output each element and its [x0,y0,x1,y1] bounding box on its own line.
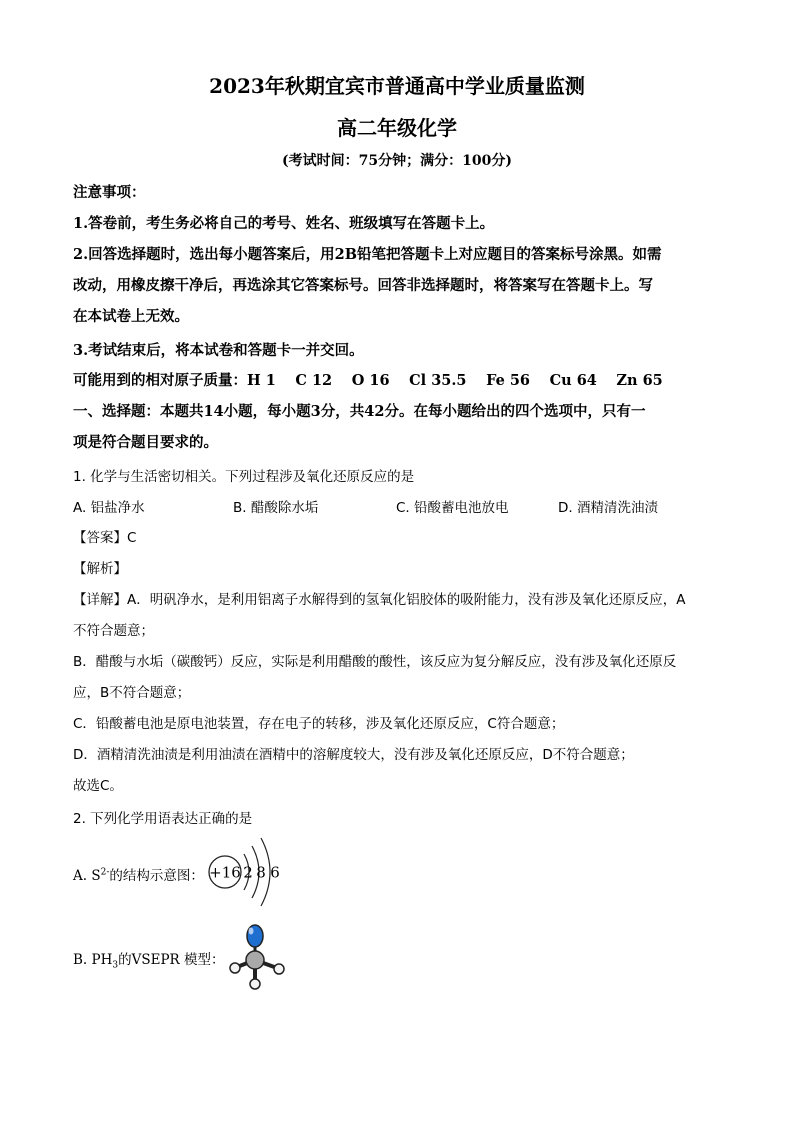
detail-a-line-1 [73,588,685,608]
phosphorus-atom [246,951,264,969]
section-1-heading-line-1: 一、选择题：本题共14小题，每小题3分，共42分。在每小题给出的四个选项中，只有一 [73,403,646,420]
question-2-option-b-label [73,948,225,971]
shell-2-electrons: 8 [256,863,266,882]
conclusion-line: 故选C。 [73,778,123,794]
question-1-option-c: C. 铅酸蓄电池放电 [396,500,509,516]
option-b-subscript: 3 [112,960,119,971]
answer-tag: 【答案】 [73,530,127,546]
analysis-tag: 【解析】 [73,561,127,577]
notice-item-2-line-2: 改动，用橡皮擦干净后，再选涂其它答案标号。回答非选择题时，将答案写在答题卡上。写 [73,277,653,294]
detail-tag: 【详解】 [73,592,127,608]
exam-subtitle: 高二年级化学 [337,116,457,140]
hydrogen-atom-left [230,963,240,973]
detail-a-line-2: 不符合题意； [73,623,154,639]
notice-item-2-line-3: 在本试卷上无效。 [73,308,189,325]
question-1-option-d: D. 酒精清洗油渍 [558,500,658,516]
question-1-option-b: B. 醋酸除水垢 [233,500,319,516]
answer-value: C [127,530,137,546]
notice-item-1: 1.答卷前，考生务必将自己的考号、姓名、班级填写在答题卡上。 [73,215,495,232]
lone-pair-highlight [249,928,254,935]
detail-c-line: C．铅酸蓄电池是原电池装置，存在电子的转移，涉及氧化还原反应，C符合题意； [73,716,565,732]
detail-a-text: A．明矾净水，是利用铝离子水解得到的氢氧化铝胶体的吸附能力，没有涉及氧化还原反应，A [127,592,686,608]
exam-time-info: (考试时间：75分钟；满分：100分) [282,153,512,169]
option-a-charge: 2- [100,867,110,878]
option-a-suffix: 的结构示意图： [109,868,204,884]
ph3-vsepr-model [215,920,295,992]
option-b-prefix: B. PH [73,952,113,968]
notice-heading: 注意事项： [73,184,146,201]
answer-line [73,526,136,546]
notice-item-2-line-1: 2.回答选择题时，选出每小题答案后，用2B铅笔把答题卡上对应题目的答案标号涂黑。如需 [73,246,662,263]
option-b-suffix: 的VSEPR 模型： [118,952,225,968]
shell-3-electrons: 6 [270,863,280,882]
question-1-option-a: A. 铝盐净水 [73,500,145,516]
hydrogen-atom-right [274,964,284,974]
option-a-prefix: A. S [73,868,101,884]
shell-1-electrons: 2 [243,863,253,882]
question-1-stem: 1. 化学与生活密切相关。下列过程涉及氧化还原反应的是 [73,469,415,485]
notice-item-3: 3.考试结束后，将本试卷和答题卡一并交回。 [73,342,364,359]
detail-b-line-2: 应，B不符合题意； [73,685,191,701]
question-2-option-a-label [73,864,204,884]
detail-b-line-1: B．醋酸与水垢（碳酸钙）反应，实际是利用醋酸的酸性，该反应为复分解反应，没有涉及氧化还原反 [73,654,677,670]
exam-title: 2023年秋期宜宾市普通高中学业质量监测 [209,74,585,98]
section-1-heading-line-2: 项是符合题目要求的。 [73,434,218,451]
atomic-mass-line: 可能用到的相对原子质量：H 1 C 12 O 16 Cl 35.5 Fe 56 Cu 64 Zn 65 [73,372,663,389]
lone-pair-lobe [247,925,263,947]
sulfide-ion-structure-diagram [200,832,300,912]
question-2-stem: 2. 下列化学用语表达正确的是 [73,811,253,827]
detail-d-line: D．酒精清洗油渍是利用油渍在酒精中的溶解度较大，没有涉及氧化还原反应，D不符合题意； [73,747,634,763]
hydrogen-atom-bottom [250,979,260,989]
nucleus-charge: +16 [209,863,241,882]
